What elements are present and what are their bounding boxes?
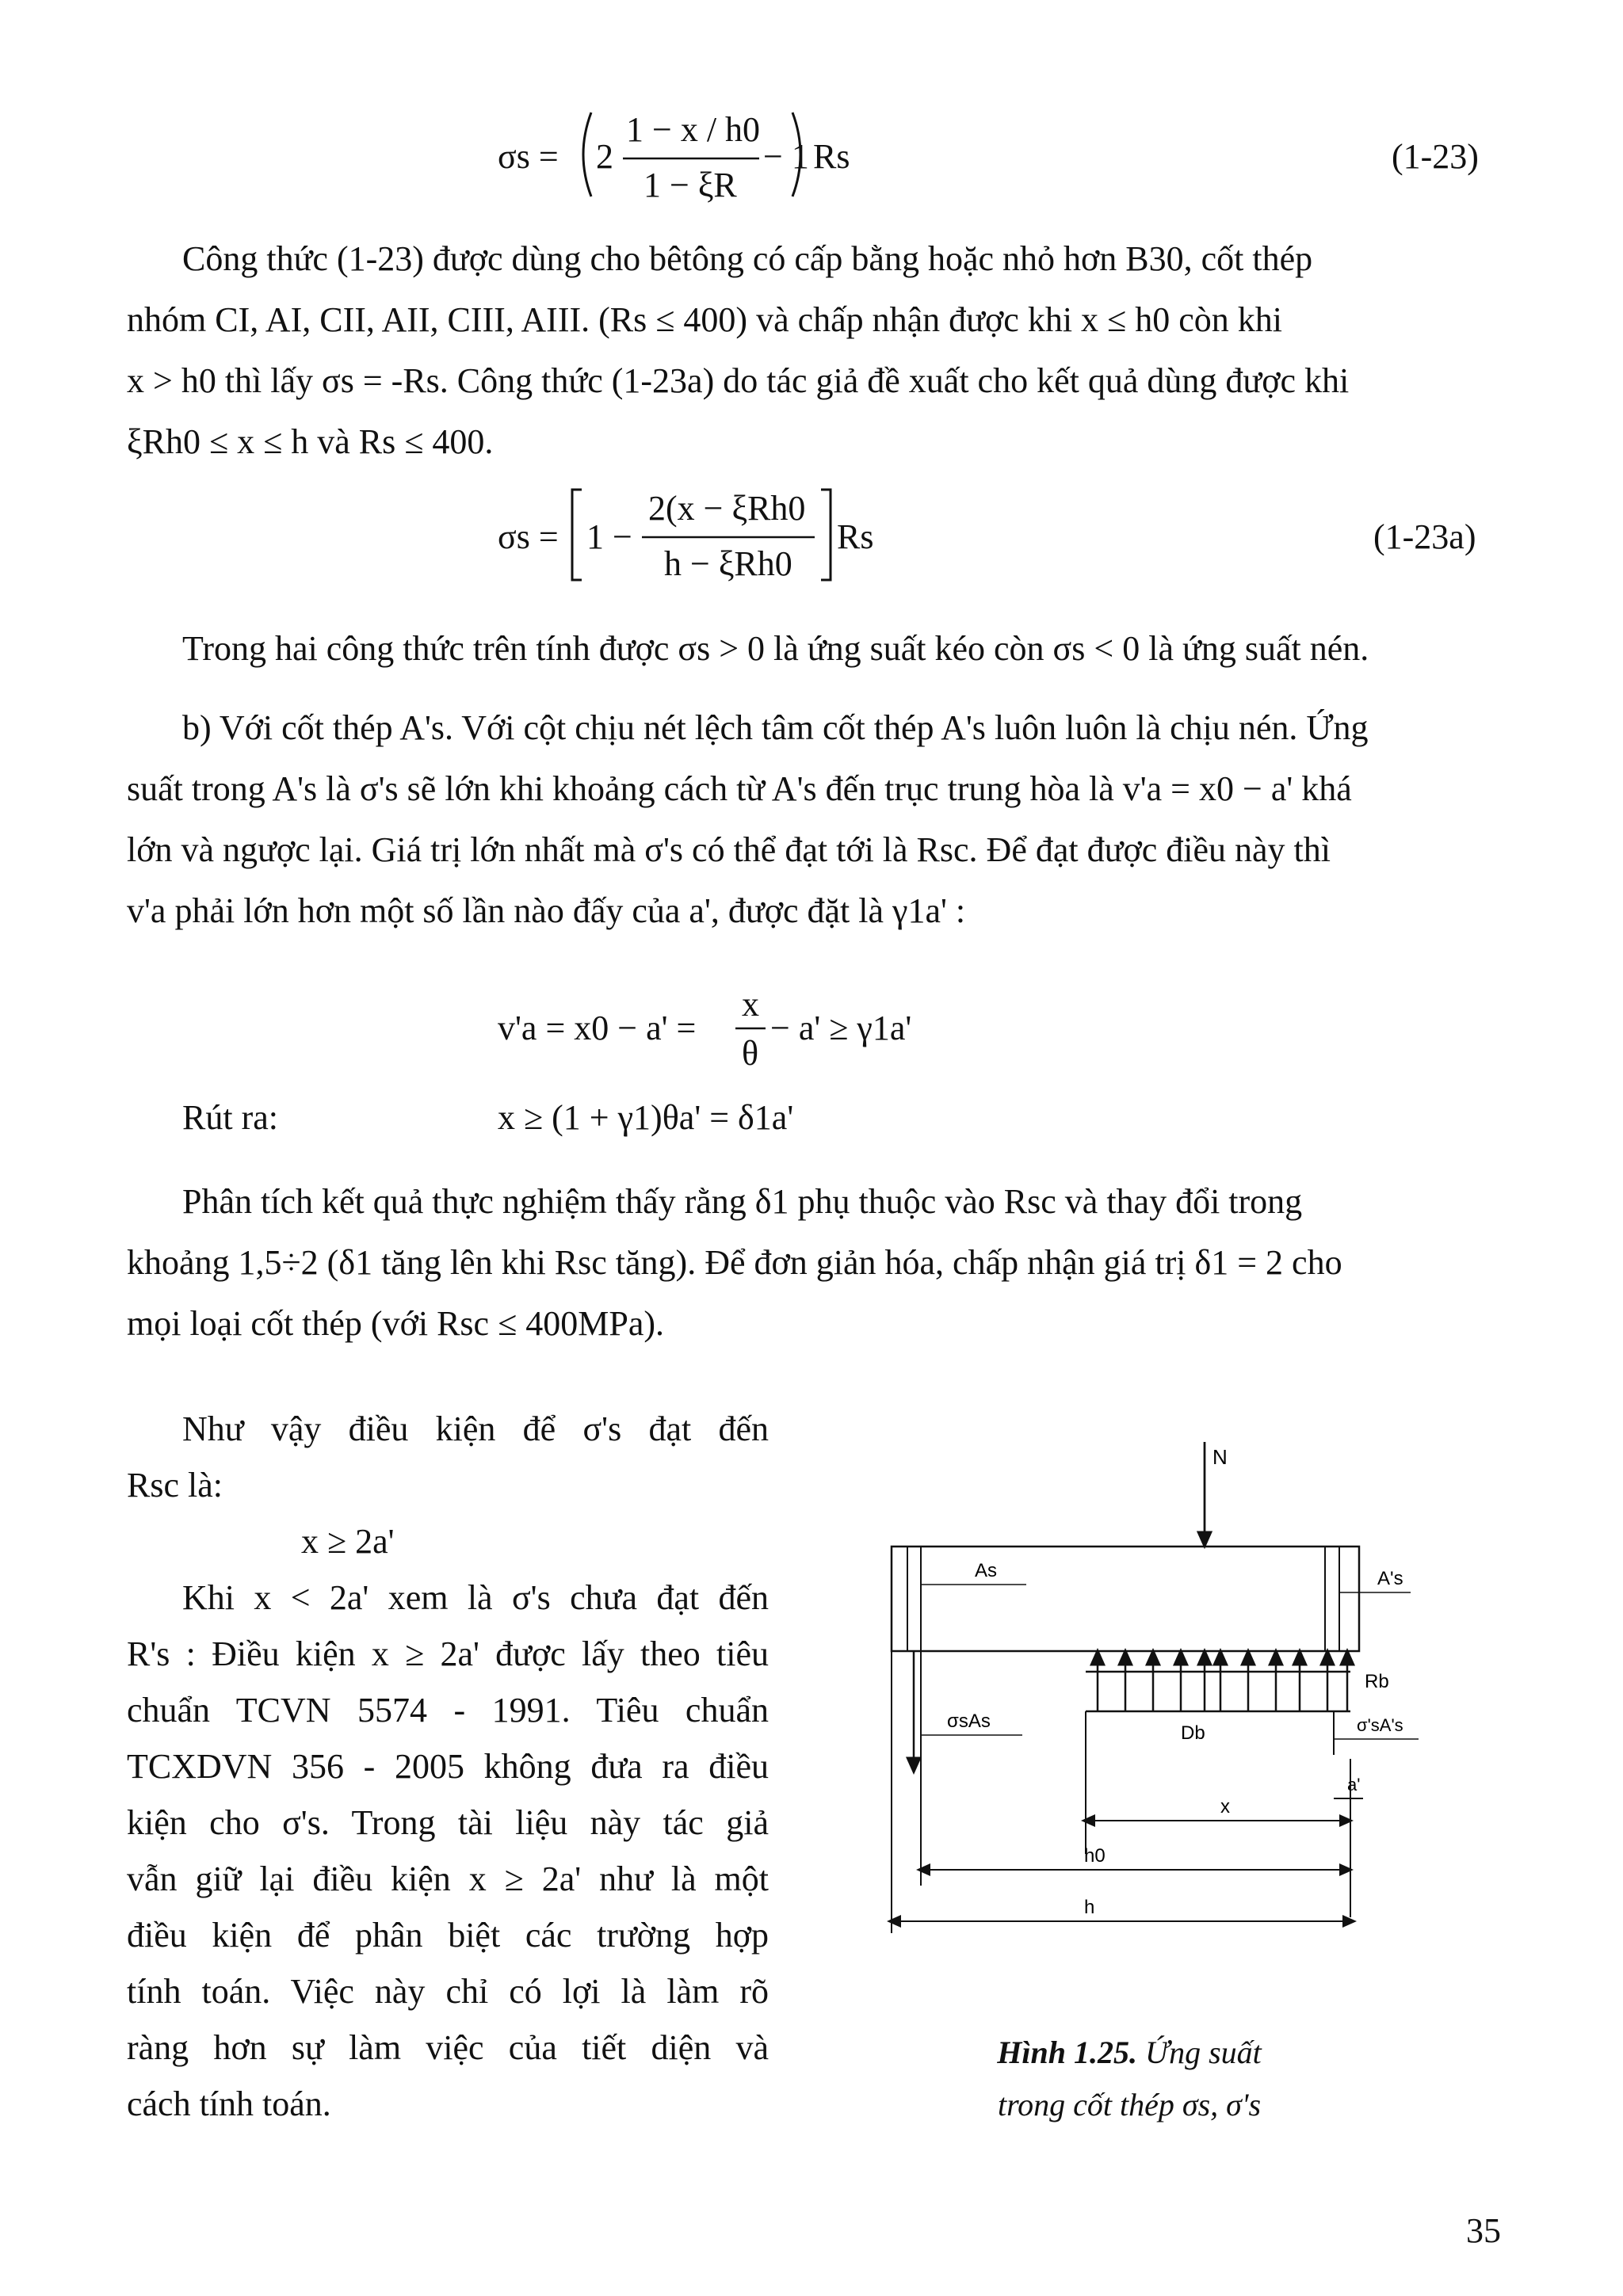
p1-line4: ξRh0 ≤ x ≤ h và Rs ≤ 400. [127, 422, 494, 461]
label-db: Db [1181, 1722, 1205, 1744]
p4-line1: Phân tích kết quả thực nghiệm thấy rằng δ1 phụ thuộc vào Rsc và thay đổi trong [182, 1182, 1303, 1221]
column-section [892, 1547, 1359, 1651]
p3-line1: b) Với cốt thép A's. Với cột chịu nét lệch tâm cốt thép A's luôn luôn là chịu nén. Ứng [182, 708, 1369, 747]
eq2-pre: 1 − [586, 517, 632, 556]
label-as: As [975, 1560, 998, 1581]
left-line9: điều kiện để phân biệt các trường hợp [127, 1916, 769, 1955]
figure-caption [939, 2027, 1319, 2131]
left-line1: Như vậy điều kiện để σ's đạt đến [182, 1409, 769, 1448]
left-line2: Rsc là: [127, 1466, 223, 1505]
eq2-denominator: h − ξRh0 [664, 544, 792, 583]
eq1-rs: Rs [813, 137, 850, 176]
p1-line2: nhóm CI, AI, CII, AII, CIII, AIII. (Rs ≤ 400) và chấp nhận được khi x ≤ h0 còn khi [127, 300, 1282, 339]
p4-line2: khoảng 1,5÷2 (δ1 tăng lên khi Rsc tăng). Để đơn giản hóa, chấp nhận giá trị δ1 = 2 cho [127, 1243, 1342, 1282]
caption-line2: trong cốt thép σs, σ's [997, 2087, 1262, 2122]
eq2-rs: Rs [837, 517, 874, 556]
eq1-number: (1-23) [1392, 137, 1479, 176]
eq1-denominator: 1 − ξR [643, 166, 737, 204]
label-sigma-as-prime: σ'sA's [1357, 1715, 1403, 1735]
label-rb: Rb [1365, 1671, 1389, 1692]
left-condition: x ≥ 2a' [301, 1522, 395, 1561]
p3-line3: lớn và ngược lại. Giá trị lớn nhất mà σ's có thể đạt tới là Rsc. Để đạt được điều này thì [127, 830, 1331, 869]
eq2-lhs: σs = [498, 517, 559, 556]
p4-line3: mọi loại cốt thép (với Rsc ≤ 400MPa). [127, 1304, 665, 1343]
label-a-prime: a' [1347, 1775, 1361, 1794]
eq3-numerator: x [742, 985, 759, 1024]
label-n: N [1212, 1445, 1228, 1469]
eq2-numerator: 2(x − ξRh0 [648, 489, 806, 528]
left-line7: kiện cho σ's. Trong tài liệu này tác giả [127, 1803, 769, 1842]
caption-label: Hình 1.25. [997, 2035, 1137, 2070]
eq1-numerator: 1 − x / h0 [626, 110, 761, 149]
p1-line3: x > h0 thì lấy σs = -Rs. Công thức (1-23a) do tác giả đề xuất cho kết quả dùng được khi [127, 361, 1350, 400]
left-line8: vẫn giữ lại điều kiện x ≥ 2a' như là một [127, 1859, 769, 1898]
eq2-number: (1-23a) [1373, 517, 1476, 556]
label-h: h [1084, 1897, 1095, 1918]
eq3-lhs: v'a = x0 − a' = [498, 1009, 697, 1047]
page-number: 35 [1466, 2211, 1501, 2250]
eq4-text: x ≥ (1 + γ1)θa' = δ1a' [498, 1098, 794, 1137]
equation-derived [182, 1097, 975, 1145]
eq3-rhs: − a' ≥ γ1a' [770, 1009, 912, 1047]
paragraph-4 [127, 1171, 1506, 1354]
label-h0: h0 [1084, 1845, 1106, 1867]
left-column-text [127, 1401, 769, 2132]
left-line10: tính toán. Việc này chỉ có lợi là làm rõ [127, 1972, 769, 2011]
left-line12: cách tính toán. [127, 2084, 331, 2123]
caption-line1: Ứng suất [1144, 2035, 1262, 2070]
figure-1-25-diagram [872, 1442, 1426, 1997]
label-sigma-as: σsAs [947, 1711, 991, 1732]
paragraph-1 [127, 228, 1506, 472]
p3-line2: suất trong A's là σ's sẽ lớn khi khoảng cách từ A's đến trục trung hòa là v'a = x0 − a' khá [127, 769, 1352, 808]
figure-1-25 [872, 1442, 1426, 1997]
paragraph-3 [127, 697, 1506, 941]
equation-va [498, 982, 1052, 1077]
left-line5: chuẩn TCVN 5574 - 1991. Tiêu chuẩn [127, 1691, 769, 1730]
compression-block [1086, 1656, 1350, 1711]
eq1-pre: 2 [596, 137, 613, 176]
left-line4: R's : Điều kiện x ≥ 2a' được lấy theo tiêu [127, 1634, 769, 1673]
p3-line4: v'a phải lớn hơn một số lần nào đấy của a', được đặt là γ1a' : [127, 891, 966, 930]
eq1-post: − 1 [763, 137, 809, 176]
left-line6: TCXDVN 356 - 2005 không đưa ra điều [127, 1747, 769, 1786]
eq1-lhs: σs = [498, 137, 559, 176]
left-line11: ràng hơn sự làm việc của tiết diện và [127, 2028, 769, 2067]
paragraph-2 [127, 618, 1506, 679]
label-x: x [1220, 1796, 1230, 1817]
label-as-prime: A's [1377, 1568, 1403, 1589]
eq4-label: Rút ra: [182, 1098, 278, 1137]
equation-1-23a [498, 475, 1520, 594]
p2-text: Trong hai công thức trên tính được σs > 0 là ứng suất kéo còn σs < 0 là ứng suất nén. [182, 629, 1369, 668]
left-line3: Khi x < 2a' xem là σ's chưa đạt đến [182, 1578, 769, 1617]
eq3-denominator: θ [742, 1034, 759, 1073]
p1-line1: Công thức (1-23) được dùng cho bêtông có cấp bằng hoặc nhỏ hơn B30, cốt thép [182, 239, 1313, 278]
equation-1-23 [498, 95, 1520, 214]
